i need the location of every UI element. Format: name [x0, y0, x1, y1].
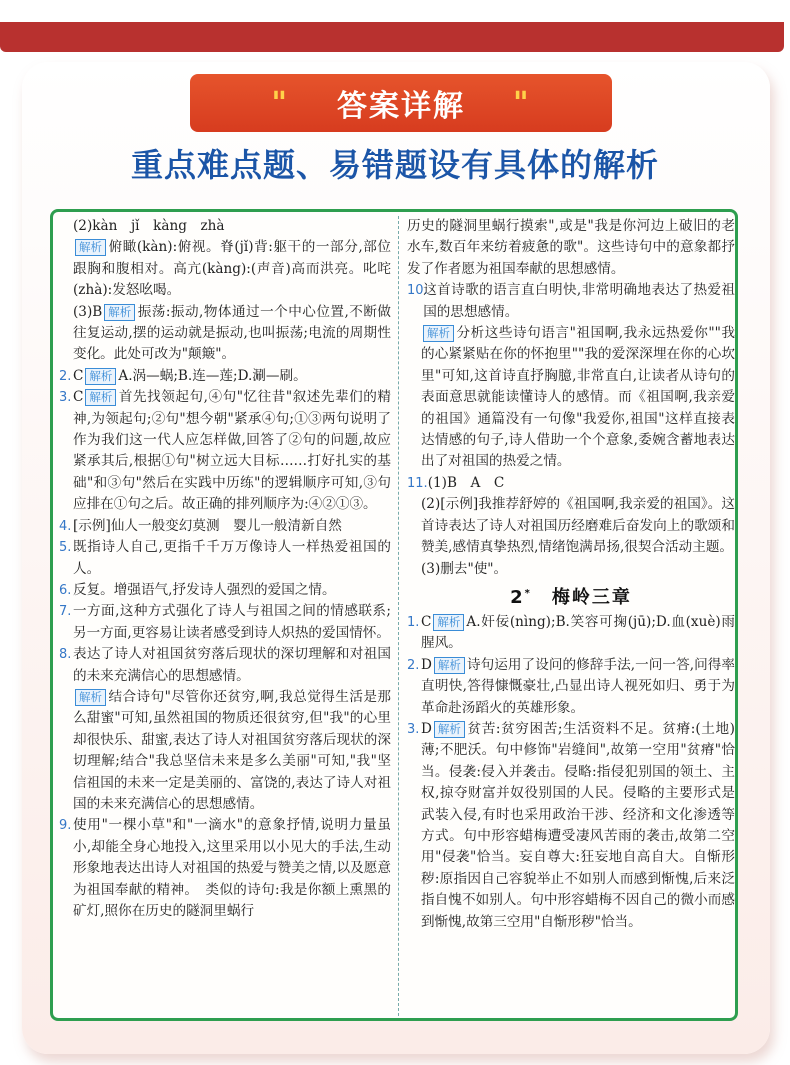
answer-body	[73, 537, 391, 580]
banner-right-quote: "	[513, 85, 531, 121]
answer-item	[59, 237, 391, 301]
answer-text: 诗句运用了设问的修辞手法,一问一答,问得率直明快,答得慷慨豪壮,凸显出诗人视死如归、勇于为革命赴汤蹈火的英雄形象。	[421, 656, 735, 716]
question-number: 5.	[59, 540, 72, 556]
answer-item	[407, 216, 735, 280]
answer-body	[407, 216, 735, 280]
answer-body	[73, 366, 307, 387]
column-divider	[398, 216, 399, 1016]
answer-choice: C	[73, 367, 84, 384]
answer-choice: C	[421, 613, 432, 630]
answer-body	[73, 580, 336, 601]
answer-item	[59, 216, 391, 237]
answer-item	[59, 387, 391, 515]
answer-item	[59, 516, 391, 537]
answer-body	[421, 612, 735, 655]
answer-item	[407, 473, 735, 494]
answer-text: 反复。增强语气,抒发诗人强烈的爱国之情。	[73, 581, 336, 598]
answer-body	[73, 687, 391, 815]
answer-text: 既指诗人自己,更指千千万万像诗人一样热爱祖国的人。	[73, 539, 391, 577]
answer-banner	[190, 74, 612, 132]
answer-body	[73, 216, 225, 237]
answer-text: (3)删去"使"。	[421, 560, 508, 577]
answer-text: 使用"一棵小草"和"一滴水"的意象抒情,说明力量虽小,却能全身心地投入,这里采用以小见大的手法,生动形象地表达出诗人对祖国的热爱与赞美之情,以及愿意为祖国奉献的精神。 类似的诗句:我是你额上熏黑的矿灯,照你在历史的隧洞里蜗行	[73, 817, 391, 919]
answer-item	[407, 655, 735, 719]
question-number: 4.	[59, 518, 72, 534]
answer-text: 首先找领起句,④句"忆往昔"叙述先辈们的精神,为领起句;②句"想今朝"紧承④句;①③两句说明了作为我们这一代人应怎样做,回答了②句的问题,故应紧承其后,根据①句"树立远大目标……打好扎实的基础"和③句"然后在实践中历练"的逻辑顺序可知,③句应排在①句之后。故正确的排列顺序为:④②①③。	[73, 389, 391, 513]
analysis-tag: 解析	[433, 614, 464, 631]
answer-text: 历史的隧洞里蜗行摸索",或是"我是你河边上破旧的老水车,数百年来纺着疲惫的歌"。这些诗句中的意象都抒发了作者愿为祖国奉献的思想感情。	[407, 218, 735, 277]
analysis-tag: 解析	[104, 304, 135, 321]
question-number: 1.	[407, 614, 420, 630]
answer-text: 结合诗句"尽管你还贫穷,啊,我总觉得生活是那么甜蜜"可知,虽然祖国的物质还很贫穷,但"我"的心里却很快乐、甜蜜,表达了诗人对祖国贫穷落后现状的深切理解;结合"我总坚信未来是多么美丽"可知,"我"坚信祖国的未来一定是美丽的、富饶的,表达了诗人对祖国的未来充满信心的思想感情。	[73, 688, 391, 812]
section-number: 2	[510, 586, 525, 608]
answer-text: 贫苦:贫穷困苦;生活资料不足。贫瘠:(土地)薄;不肥沃。句中修饰"岩缝间",故第一空用"贫瘠"恰当。侵袭:侵入并袭击。侵略:指侵犯别国的领土、主权,掠夺财富并奴役别国的人民。侵略的主要形式是武装入侵,有时也采用政治干涉、经济和文化渗透等方式。句中形容蜡梅遭受凄风苦雨的袭击,故第二空用"侵袭"恰当。妄自尊大:狂妄地自高自大。自惭形秽:原指因自己容貌举止不如别人而感到惭愧,后来泛指自愧不如别人。句中形容蜡梅不因自己的微小而感到惭愧,故第三空用"自惭形秽"恰当。	[421, 720, 735, 930]
answer-item	[407, 559, 735, 580]
answer-body	[428, 473, 505, 494]
question-number: 9.	[59, 818, 72, 834]
answer-item	[407, 719, 735, 933]
answer-text: 表达了诗人对祖国贫穷落后现状的深切理解和对祖国的未来充满信心的思想感情。	[73, 646, 391, 684]
answer-body	[421, 494, 735, 558]
answer-item	[59, 302, 391, 366]
banner-left-quote: "	[271, 85, 289, 121]
answer-text: [示例]仙人一般变幻莫测 婴儿一般清新自然	[73, 517, 342, 534]
answer-item	[59, 815, 391, 922]
answer-choice: C	[73, 389, 84, 406]
page-subtitle: 重点难点题、易错题设有具体的解析	[130, 146, 659, 184]
answer-body	[73, 644, 391, 687]
section-star: *	[524, 587, 532, 599]
answer-body	[73, 387, 391, 515]
answer-choice: (3)B	[73, 303, 103, 320]
banner-title: 答案详解	[337, 89, 465, 124]
section-name: 梅岭三章	[551, 586, 632, 608]
answer-item	[407, 612, 735, 655]
question-number: 8.	[59, 647, 72, 663]
answer-item	[407, 280, 735, 323]
section-title	[407, 580, 735, 612]
question-number: 3.	[59, 390, 72, 406]
answer-text: (2)kàn jǐ kàng zhà	[73, 218, 225, 234]
question-number: 11.	[407, 475, 428, 491]
answer-item	[407, 494, 735, 558]
analysis-tag: 解析	[434, 657, 465, 674]
answer-text: 分析这些诗句语言"祖国啊,我永远热爱你""我的心紧紧贴在你的怀抱里""我的爱深深埋在你的心坎里"可知,这首诗直抒胸臆,非常直白,让读者从诗句的表面意思就能读懂诗人的感情。而《祖国啊,我亲爱的祖国》通篇没有一句像"我爱你,祖国"这样直接表达情感的句子,诗人借助一个个意象,委婉含蓄地表达出了对祖国的热爱之情。	[421, 325, 735, 470]
answer-choice: D	[421, 720, 432, 737]
answer-body	[73, 302, 391, 366]
answer-item	[59, 601, 391, 644]
answer-text: 这首诗歌的语言直白明快,非常明确地表达了热爱祖国的思想感情。	[423, 282, 735, 320]
answer-body	[421, 559, 507, 580]
answer-sheet	[50, 209, 738, 1021]
answer-text: 俯瞰(kàn):俯视。脊(jǐ)背:躯干的一部分,部位跟胸和腹相对。高亢(kàng):(声音)高而洪亮。叱咤(zhà):发怒吆喝。	[73, 239, 391, 299]
answer-item	[59, 366, 391, 387]
analysis-tag: 解析	[434, 721, 465, 738]
answer-text: (1)B A C	[427, 474, 505, 491]
answer-body	[423, 280, 735, 323]
answer-body	[421, 719, 735, 933]
question-number: 3.	[407, 721, 420, 737]
answer-body	[421, 323, 735, 473]
answer-item	[59, 580, 391, 601]
right-column	[407, 216, 735, 933]
answer-body	[73, 237, 391, 301]
answer-item	[59, 537, 391, 580]
answer-choice: D	[421, 656, 432, 673]
answer-text: A.涡—蜗;B.连—莲;D.涮—刷。	[118, 367, 307, 384]
answer-item	[59, 687, 391, 815]
answer-item	[59, 644, 391, 687]
top-decor-bar	[0, 22, 784, 52]
analysis-tag: 解析	[423, 325, 454, 342]
analysis-tag: 解析	[85, 389, 116, 406]
answer-item	[407, 323, 735, 473]
answer-body	[73, 815, 391, 922]
left-column	[59, 216, 391, 922]
answer-text: (2)[示例]我推荐舒婷的《祖国啊,我亲爱的祖国》。这首诗表达了诗人对祖国历经磨难后奋发向上的歌颂和赞美,感情真挚热烈,情绪饱满昂扬,很契合活动主题。	[421, 496, 735, 556]
question-number: 6.	[59, 582, 72, 598]
analysis-tag: 解析	[75, 239, 106, 256]
analysis-tag: 解析	[85, 368, 116, 385]
answer-body	[73, 516, 342, 537]
answer-text: A.奸佞(nìng);B.笑容可掬(jū);D.血(xuè)雨腥风。	[421, 613, 735, 652]
question-number: 2.	[59, 368, 72, 384]
answer-text: 一方面,这种方式强化了诗人与祖国之间的情感联系;另一方面,更容易让读者感受到诗人炽热的爱国情怀。	[73, 603, 391, 641]
answer-body	[421, 655, 735, 719]
answer-body	[73, 601, 391, 644]
question-number: 7.	[59, 604, 72, 620]
answer-text: 振荡:振动,物体通过一个中心位置,不断做往复运动,摆的运动就是振动,也叫振荡;电流的周期性变化。此处可改为"颠簸"。	[73, 303, 391, 363]
analysis-tag: 解析	[75, 689, 106, 706]
question-number: 2.	[407, 657, 420, 673]
question-number: 10.	[407, 283, 428, 299]
